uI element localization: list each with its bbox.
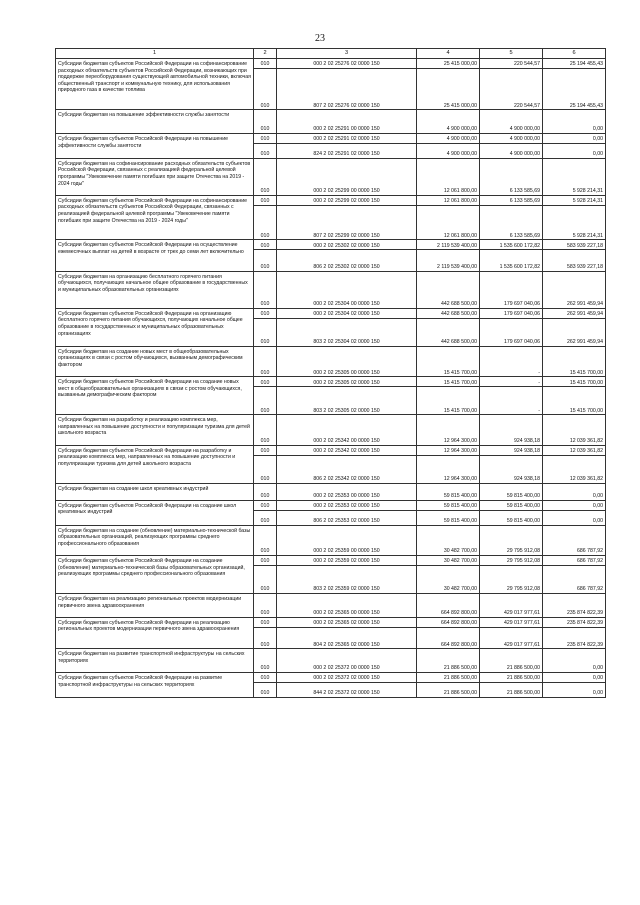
line-number: 010 bbox=[254, 195, 277, 205]
rest-value: 12 039 361,82 bbox=[543, 445, 606, 455]
plan-value: 442 688 500,00 bbox=[417, 318, 480, 346]
budget-code: 000 2 02 25291 02 0000 150 bbox=[277, 133, 417, 143]
budget-code: 000 2 02 25359 00 0000 150 bbox=[277, 525, 417, 555]
rest-value: 15 415 700,00 bbox=[543, 387, 606, 415]
rest-value: 235 874 822,39 bbox=[543, 593, 606, 617]
plan-value: 2 119 539 400,00 bbox=[417, 240, 480, 250]
rest-value: 262 991 459,94 bbox=[543, 318, 606, 346]
rest-value: 25 194 455,43 bbox=[543, 59, 606, 69]
rest-value: 12 039 361,82 bbox=[543, 455, 606, 483]
table-row bbox=[56, 133, 606, 143]
budget-code: 000 2 02 25302 02 0000 150 bbox=[277, 240, 417, 250]
plan-value: 59 815 400,00 bbox=[417, 483, 480, 500]
row-name: Субсидии бюджетам на создание школ креативных индустрий bbox=[56, 483, 254, 500]
rest-value: 12 039 361,82 bbox=[543, 415, 606, 445]
line-number: 010 bbox=[254, 510, 277, 525]
plan-value: 4 900 000,00 bbox=[417, 110, 480, 134]
table-row bbox=[56, 240, 606, 250]
budget-code: 806 2 02 25342 02 0000 150 bbox=[277, 455, 417, 483]
line-number: 010 bbox=[254, 271, 277, 308]
page-number: 23 bbox=[315, 33, 325, 44]
plan-value: 59 815 400,00 bbox=[417, 510, 480, 525]
rest-value: 0,00 bbox=[543, 483, 606, 500]
fact-value: - bbox=[480, 346, 543, 376]
plan-value: 12 061 800,00 bbox=[417, 205, 480, 240]
plan-value: 30 482 700,00 bbox=[417, 555, 480, 565]
rest-value: 0,00 bbox=[543, 649, 606, 673]
header-cell: 6 bbox=[543, 49, 606, 59]
budget-code: 000 2 02 25299 00 0000 150 bbox=[277, 158, 417, 195]
line-number: 010 bbox=[254, 377, 277, 387]
plan-value: 12 964 300,00 bbox=[417, 445, 480, 455]
plan-value: 664 892 800,00 bbox=[417, 627, 480, 648]
table-row bbox=[56, 500, 606, 510]
header-cell: 3 bbox=[277, 49, 417, 59]
row-name: Субсидии бюджетам на создание (обновление) материально-технической базы образовательных организаций, реализующих программы среднего профессионального образования bbox=[56, 525, 254, 555]
rest-value: 15 415 700,00 bbox=[543, 377, 606, 387]
rest-value: 0,00 bbox=[543, 133, 606, 143]
line-number: 010 bbox=[254, 455, 277, 483]
plan-value: 25 415 000,00 bbox=[417, 69, 480, 110]
plan-value: 12 964 300,00 bbox=[417, 415, 480, 445]
fact-value: - bbox=[480, 377, 543, 387]
table-row bbox=[56, 593, 606, 617]
plan-value: 15 415 700,00 bbox=[417, 346, 480, 376]
fact-value: 179 697 040,06 bbox=[480, 318, 543, 346]
fact-value: 179 697 040,06 bbox=[480, 308, 543, 318]
rest-value: 5 928 214,31 bbox=[543, 205, 606, 240]
budget-code: 000 2 02 25365 00 0000 150 bbox=[277, 593, 417, 617]
line-number: 010 bbox=[254, 500, 277, 510]
plan-value: 12 964 300,00 bbox=[417, 455, 480, 483]
fact-value: 6 133 585,69 bbox=[480, 158, 543, 195]
rest-value: 235 874 822,39 bbox=[543, 627, 606, 648]
budget-code: 000 2 02 25305 02 0000 150 bbox=[277, 377, 417, 387]
fact-value: 1 535 600 172,82 bbox=[480, 250, 543, 271]
table-row bbox=[56, 308, 606, 318]
rest-value: 0,00 bbox=[543, 500, 606, 510]
row-name: Субсидии бюджетам на софинансирование расходных обязательств субъектов Российской Федерации, связанных с реализацией федеральной целевой программы "Увековечение памяти погибших при защите Отечества на 2019 - 2024 годы" bbox=[56, 158, 254, 195]
budget-code: 804 2 02 25365 02 0000 150 bbox=[277, 627, 417, 648]
line-number: 010 bbox=[254, 240, 277, 250]
budget-table bbox=[55, 48, 606, 698]
plan-value: 21 886 500,00 bbox=[417, 672, 480, 682]
rest-value: 25 194 455,43 bbox=[543, 69, 606, 110]
budget-code: 803 2 02 25305 02 0000 150 bbox=[277, 387, 417, 415]
plan-value: 59 815 400,00 bbox=[417, 500, 480, 510]
table-row bbox=[56, 195, 606, 205]
line-number: 010 bbox=[254, 445, 277, 455]
header-cell: 1 bbox=[56, 49, 254, 59]
rest-value: 5 928 214,31 bbox=[543, 158, 606, 195]
table-row bbox=[56, 445, 606, 455]
row-name: Субсидии бюджетам субъектов Российской Федерации на развитие транспортной инфраструктуры на сельских территориях bbox=[56, 672, 254, 697]
table-row bbox=[56, 346, 606, 376]
line-number: 010 bbox=[254, 555, 277, 565]
line-number: 010 bbox=[254, 205, 277, 240]
rest-value: 686 787,92 bbox=[543, 525, 606, 555]
plan-value: 664 892 800,00 bbox=[417, 593, 480, 617]
plan-value: 4 900 000,00 bbox=[417, 143, 480, 158]
line-number: 010 bbox=[254, 617, 277, 627]
fact-value: 59 815 400,00 bbox=[480, 510, 543, 525]
row-name: Субсидии бюджетам на повышение эффективности службы занятости bbox=[56, 110, 254, 134]
line-number: 010 bbox=[254, 318, 277, 346]
table-row bbox=[56, 672, 606, 682]
fact-value: 59 815 400,00 bbox=[480, 483, 543, 500]
budget-code: 000 2 02 25342 02 0000 150 bbox=[277, 445, 417, 455]
fact-value: 429 017 977,61 bbox=[480, 593, 543, 617]
plan-value: 21 886 500,00 bbox=[417, 649, 480, 673]
table-row bbox=[56, 377, 606, 387]
budget-code: 806 2 02 25353 02 0000 150 bbox=[277, 510, 417, 525]
header-cell: 5 bbox=[480, 49, 543, 59]
row-name: Субсидии бюджетам на организацию бесплатного горячего питания обучающихся, получающих начальное общее образование в государственных и муниципальных образовательных организациях bbox=[56, 271, 254, 308]
rest-value: 235 874 822,39 bbox=[543, 617, 606, 627]
budget-code: 803 2 02 25304 02 0000 150 bbox=[277, 318, 417, 346]
header-cell: 2 bbox=[254, 49, 277, 59]
budget-code: 803 2 02 25359 02 0000 150 bbox=[277, 565, 417, 593]
budget-code: 000 2 02 25353 02 0000 150 bbox=[277, 500, 417, 510]
line-number: 010 bbox=[254, 59, 277, 69]
line-number: 010 bbox=[254, 308, 277, 318]
plan-value: 30 482 700,00 bbox=[417, 565, 480, 593]
rest-value: 262 991 459,94 bbox=[543, 308, 606, 318]
budget-code: 000 2 02 25304 02 0000 150 bbox=[277, 308, 417, 318]
table-row bbox=[56, 555, 606, 565]
fact-value: 21 886 500,00 bbox=[480, 672, 543, 682]
budget-code: 000 2 02 25353 00 0000 150 bbox=[277, 483, 417, 500]
table-row bbox=[56, 415, 606, 445]
table-row bbox=[56, 483, 606, 500]
plan-value: 664 892 800,00 bbox=[417, 617, 480, 627]
rest-value: 5 928 214,31 bbox=[543, 195, 606, 205]
rest-value: 0,00 bbox=[543, 672, 606, 682]
budget-code: 000 2 02 25365 02 0000 150 bbox=[277, 617, 417, 627]
line-number: 010 bbox=[254, 110, 277, 134]
line-number: 010 bbox=[254, 682, 277, 697]
fact-value: 4 900 000,00 bbox=[480, 110, 543, 134]
row-name: Субсидии бюджетам субъектов Российской Федерации на софинансирование расходных обязательств субъектов Российской Федерации, связанных с реализацией федеральной целевой программы "Увековечение памяти погибших при защите Отечества на 2019 - 2024 годы" bbox=[56, 195, 254, 240]
budget-code: 807 2 02 25299 02 0000 150 bbox=[277, 205, 417, 240]
rest-value: 0,00 bbox=[543, 510, 606, 525]
table-row bbox=[56, 110, 606, 134]
fact-value: 1 535 600 172,82 bbox=[480, 240, 543, 250]
rest-value: 583 939 227,18 bbox=[543, 240, 606, 250]
table-row bbox=[56, 649, 606, 673]
plan-value: 21 886 500,00 bbox=[417, 682, 480, 697]
line-number: 010 bbox=[254, 69, 277, 110]
row-name: Субсидии бюджетам на создание новых мест в общеобразовательных организациях в связи с ростом обучающихся, вызванным демографическим фактором bbox=[56, 346, 254, 376]
row-name: Субсидии бюджетам субъектов Российской Федерации на осуществление ежемесячных выплат на детей в возрасте от трех до семи лет включительно bbox=[56, 240, 254, 271]
plan-value: 442 688 500,00 bbox=[417, 271, 480, 308]
rest-value: 583 939 227,18 bbox=[543, 250, 606, 271]
line-number: 010 bbox=[254, 672, 277, 682]
plan-value: 25 415 000,00 bbox=[417, 59, 480, 69]
plan-value: 4 900 000,00 bbox=[417, 133, 480, 143]
row-name: Субсидии бюджетам субъектов Российской Федерации на софинансирование расходных обязательств субъектов Российской Федерации, возникающих при поддержке переоборудования существующей автомобильной техники, включая общественный транспорт и коммунальную технику, для использования природного газа в качестве топлива bbox=[56, 59, 254, 110]
plan-value: 12 061 800,00 bbox=[417, 158, 480, 195]
rest-value: 262 991 459,94 bbox=[543, 271, 606, 308]
plan-value: 15 415 700,00 bbox=[417, 377, 480, 387]
rest-value: 0,00 bbox=[543, 682, 606, 697]
budget-code: 000 2 02 25291 00 0000 150 bbox=[277, 110, 417, 134]
fact-value: 220 544,57 bbox=[480, 69, 543, 110]
budget-code: 824 2 02 25291 02 0000 150 bbox=[277, 143, 417, 158]
fact-value: 21 886 500,00 bbox=[480, 649, 543, 673]
line-number: 010 bbox=[254, 565, 277, 593]
budget-code: 000 2 02 25342 00 0000 150 bbox=[277, 415, 417, 445]
table-row bbox=[56, 617, 606, 627]
row-name: Субсидии бюджетам субъектов Российской Федерации на реализацию региональных проектов модернизации первичного звена здравоохранения bbox=[56, 617, 254, 648]
row-name: Субсидии бюджетам субъектов Российской Федерации на разработку и реализацию комплекса мер, направленных на повышение доступности и популяризации туризма для детей школьного возраста bbox=[56, 445, 254, 483]
line-number: 010 bbox=[254, 415, 277, 445]
row-name: Субсидии бюджетам субъектов Российской Федерации на создание школ креативных индустрий bbox=[56, 500, 254, 525]
plan-value: 2 119 539 400,00 bbox=[417, 250, 480, 271]
table-row bbox=[56, 525, 606, 555]
budget-code: 844 2 02 25372 02 0000 150 bbox=[277, 682, 417, 697]
header-cell: 4 bbox=[417, 49, 480, 59]
line-number: 010 bbox=[254, 387, 277, 415]
row-name: Субсидии бюджетам на разработку и реализацию комплекса мер, направленных на повышение доступности и популяризации туризма для детей школьного возраста bbox=[56, 415, 254, 445]
fact-value: 29 795 912,08 bbox=[480, 525, 543, 555]
fact-value: 4 900 000,00 bbox=[480, 133, 543, 143]
plan-value: 12 061 800,00 bbox=[417, 195, 480, 205]
budget-code: 000 2 02 25299 02 0000 150 bbox=[277, 195, 417, 205]
line-number: 010 bbox=[254, 593, 277, 617]
line-number: 010 bbox=[254, 143, 277, 158]
budget-code: 807 2 02 25276 02 0000 150 bbox=[277, 69, 417, 110]
table-row bbox=[56, 158, 606, 195]
fact-value: 924 938,18 bbox=[480, 455, 543, 483]
rest-value: 15 415 700,00 bbox=[543, 346, 606, 376]
line-number: 010 bbox=[254, 133, 277, 143]
line-number: 010 bbox=[254, 483, 277, 500]
plan-value: 15 415 700,00 bbox=[417, 387, 480, 415]
fact-value: 6 133 585,69 bbox=[480, 195, 543, 205]
fact-value: 4 900 000,00 bbox=[480, 143, 543, 158]
row-name: Субсидии бюджетам на развитие транспортной инфраструктуры на сельских территориях bbox=[56, 649, 254, 673]
budget-code: 000 2 02 25372 02 0000 150 bbox=[277, 672, 417, 682]
line-number: 010 bbox=[254, 158, 277, 195]
budget-code: 000 2 02 25359 02 0000 150 bbox=[277, 555, 417, 565]
fact-value: 29 795 912,08 bbox=[480, 555, 543, 565]
row-name: Субсидии бюджетам на реализацию региональных проектов модернизации первичного звена здравоохранения bbox=[56, 593, 254, 617]
row-name: Субсидии бюджетам субъектов Российской Федерации на организацию бесплатного горячего питания обучающихся, получающих начальное общее образование в государственных и муниципальных образовательных организациях bbox=[56, 308, 254, 346]
fact-value: 924 938,18 bbox=[480, 415, 543, 445]
table-row bbox=[56, 271, 606, 308]
fact-value: 924 938,18 bbox=[480, 445, 543, 455]
fact-value: 59 815 400,00 bbox=[480, 500, 543, 510]
budget-code: 000 2 02 25304 00 0000 150 bbox=[277, 271, 417, 308]
budget-code: 000 2 02 25372 00 0000 150 bbox=[277, 649, 417, 673]
fact-value: 429 017 977,61 bbox=[480, 627, 543, 648]
line-number: 010 bbox=[254, 250, 277, 271]
line-number: 010 bbox=[254, 649, 277, 673]
line-number: 010 bbox=[254, 525, 277, 555]
plan-value: 30 482 700,00 bbox=[417, 525, 480, 555]
budget-code: 000 2 02 25276 02 0000 150 bbox=[277, 59, 417, 69]
fact-value: 179 697 040,06 bbox=[480, 271, 543, 308]
rest-value: 686 787,92 bbox=[543, 555, 606, 565]
fact-value: 29 795 912,08 bbox=[480, 565, 543, 593]
fact-value: 429 017 977,61 bbox=[480, 617, 543, 627]
rest-value: 0,00 bbox=[543, 143, 606, 158]
table-header bbox=[56, 49, 606, 59]
rest-value: 686 787,92 bbox=[543, 565, 606, 593]
fact-value: 21 886 500,00 bbox=[480, 682, 543, 697]
plan-value: 442 688 500,00 bbox=[417, 308, 480, 318]
row-name: Субсидии бюджетам субъектов Российской Федерации на создание (обновление) материально-технической базы образовательных организаций, реализующих программы среднего профессионального образования bbox=[56, 555, 254, 593]
fact-value: - bbox=[480, 387, 543, 415]
rest-value: 0,00 bbox=[543, 110, 606, 134]
budget-code: 806 2 02 25302 02 0000 150 bbox=[277, 250, 417, 271]
budget-code: 000 2 02 25305 00 0000 150 bbox=[277, 346, 417, 376]
line-number: 010 bbox=[254, 346, 277, 376]
row-name: Субсидии бюджетам субъектов Российской Федерации на создание новых мест в общеобразовательных организациях в связи с ростом обучающихся, вызванным демографическим фактором bbox=[56, 377, 254, 415]
table-row bbox=[56, 59, 606, 69]
row-name: Субсидии бюджетам субъектов Российской Федерации на повышение эффективности службы занятости bbox=[56, 133, 254, 158]
line-number: 010 bbox=[254, 627, 277, 648]
fact-value: 6 133 585,69 bbox=[480, 205, 543, 240]
fact-value: 220 544,57 bbox=[480, 59, 543, 69]
